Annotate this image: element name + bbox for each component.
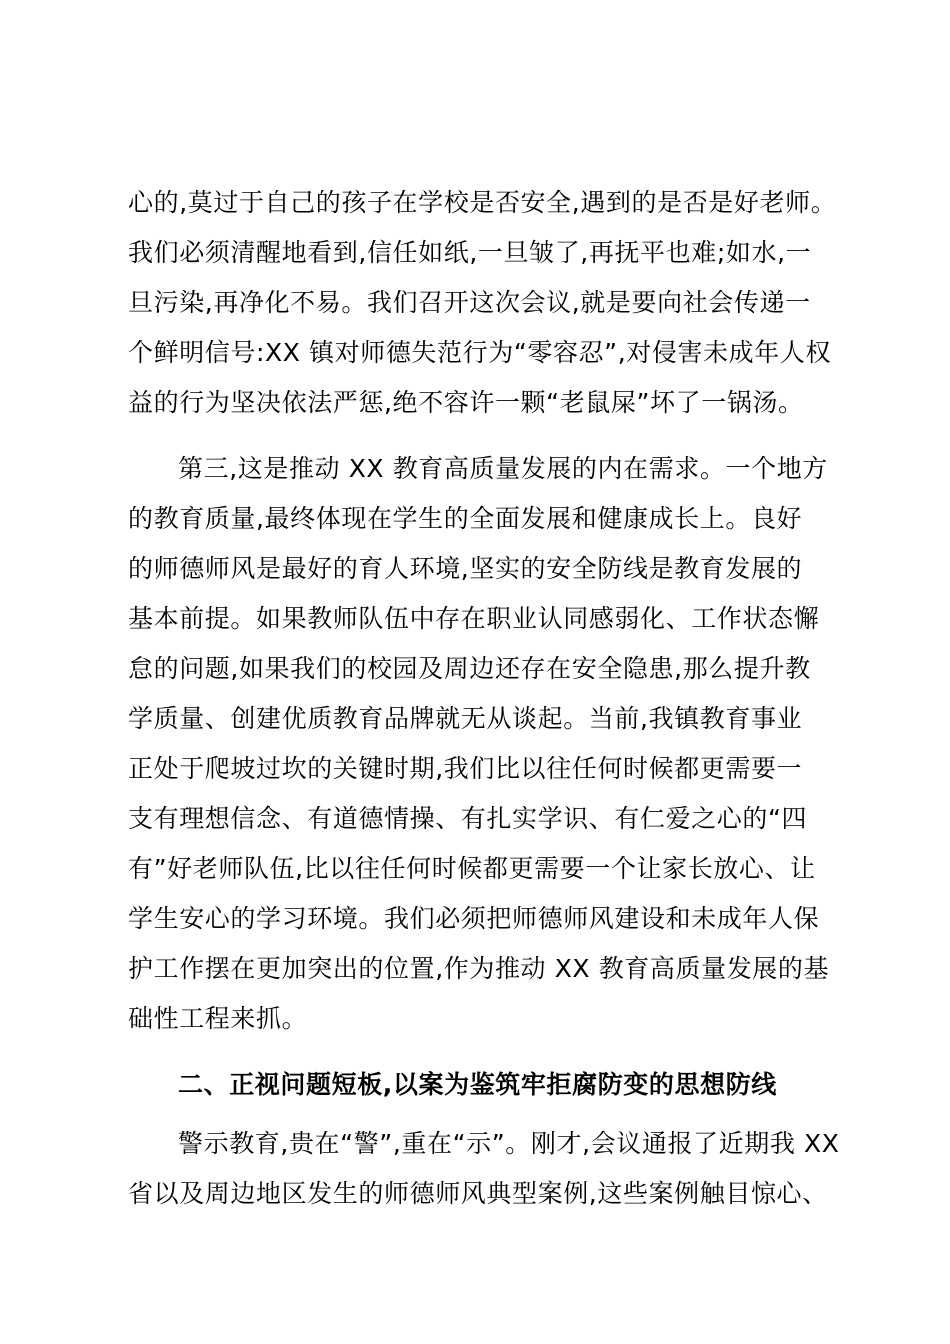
text-line: 基本前提。如果教师队伍中存在职业认同感弱化、工作状态懈	[128, 604, 820, 633]
text-line: 正处于爬坡过坎的关键时期,我们比以往任何时候都更需要一	[128, 754, 803, 783]
text-line: 学质量、创建优质教育品牌就无从谈起。当前,我镇教育事业	[128, 704, 803, 733]
text-line: 护工作摆在更加突出的位置,作为推动 XX 教育高质量发展的基	[128, 954, 830, 983]
section-heading: 二、正视问题短板,以案为鉴筑牢拒腐防变的思想防线	[178, 1070, 777, 1099]
text-line: 旦污染,再净化不易。我们召开这次会议,就是要向社会传递一	[128, 288, 811, 317]
text-line: 我们必须清醒地看到,信任如纸,一旦皱了,再抚平也难;如水,一	[128, 238, 812, 267]
text-line: 益的行为坚决依法严惩,绝不容许一颗“老鼠屎”坏了一锅汤。	[128, 388, 804, 417]
text-line: 省以及周边地区发生的师德师风典型案例,这些案例触目惊心、	[128, 1179, 828, 1208]
text-line: 怠的问题,如果我们的校园及周边还存在安全隐患,那么提升教	[128, 654, 811, 683]
text-line: 的教育质量,最终体现在学生的全面发展和健康成长上。良好	[128, 504, 803, 533]
text-line: 个鲜明信号:XX 镇对师德失范行为“零容忍”,对侵害未成年人权	[128, 338, 832, 367]
text-line: 础性工程来抓。	[128, 1004, 308, 1033]
text-line: 心的,莫过于自己的孩子在学校是否安全,遇到的是否是好老师。	[128, 188, 837, 217]
text-line: 支有理想信念、有道德情操、有扎实学识、有仁爱之心的“四	[128, 804, 808, 833]
text-line: 的师德师风是最好的育人环境,坚实的安全防线是教育发展的	[128, 554, 803, 583]
text-line: 有”好老师队伍,比以往任何时候都更需要一个让家长放心、让	[128, 854, 816, 883]
paragraph-first-line: 警示教育,贵在“警”,重在“示”。刚才,会议通报了近期我 XX	[178, 1129, 840, 1158]
paragraph-first-line: 第三,这是推动 XX 教育高质量发展的内在需求。一个地方	[178, 454, 828, 483]
text-line: 学生安心的学习环境。我们必须把师德师风建设和未成年人保	[128, 904, 820, 933]
